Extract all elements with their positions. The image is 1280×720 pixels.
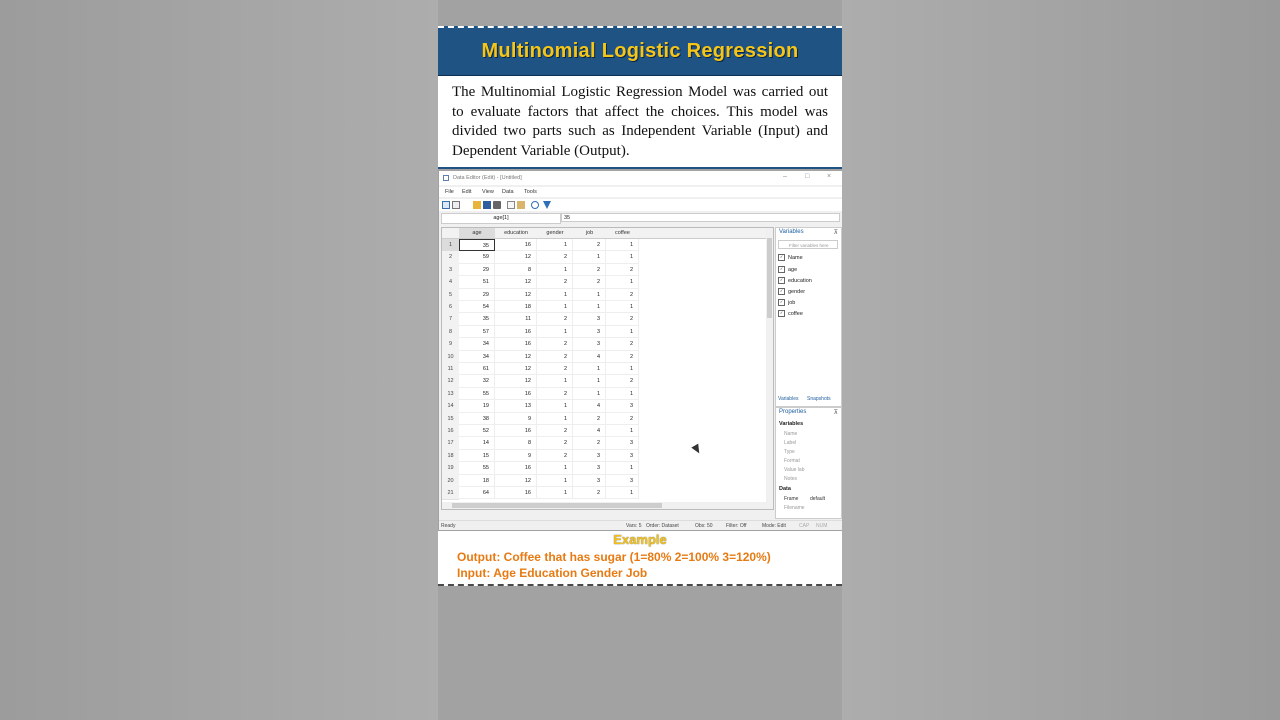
- table-cell[interactable]: 3: [606, 475, 639, 487]
- table-cell[interactable]: 64: [459, 487, 495, 499]
- variable-label: job: [788, 300, 796, 306]
- status-obs: Obs: 50: [695, 523, 713, 529]
- table-cell[interactable]: 1: [573, 388, 606, 400]
- table-cell[interactable]: 4: [573, 351, 606, 363]
- browse-icon[interactable]: [452, 201, 460, 209]
- search-icon[interactable]: [531, 201, 539, 209]
- row-number[interactable]: 2: [442, 251, 459, 264]
- table-cell[interactable]: 52: [459, 425, 495, 437]
- column-header-education[interactable]: education: [495, 228, 537, 239]
- name-header[interactable]: [778, 253, 839, 263]
- menu-file[interactable]: File: [445, 189, 454, 195]
- row-number[interactable]: 19: [442, 462, 459, 475]
- table-cell[interactable]: 12: [495, 289, 537, 301]
- table-cell[interactable]: 57: [459, 326, 495, 338]
- example-heading: Example: [613, 532, 667, 547]
- row-number[interactable]: 14: [442, 400, 459, 413]
- vertical-scrollbar[interactable]: [766, 228, 773, 509]
- property-frame-value: default: [810, 496, 826, 502]
- row-number[interactable]: 1: [442, 239, 459, 252]
- table-cell[interactable]: 1: [537, 326, 573, 338]
- table-cell[interactable]: 3: [606, 400, 639, 412]
- table-cell[interactable]: 12: [495, 363, 537, 375]
- menu-bar: [439, 187, 842, 197]
- table-cell[interactable]: 1: [537, 413, 573, 425]
- name-header-label: Name: [788, 255, 803, 261]
- window-title: Data Editor (Edit) - [Untitled]: [453, 175, 522, 181]
- row-number[interactable]: 16: [442, 425, 459, 438]
- row-number[interactable]: 15: [442, 413, 459, 426]
- table-cell[interactable]: 1: [606, 326, 639, 338]
- column-header-job[interactable]: job: [573, 228, 606, 239]
- checkbox-icon[interactable]: ✓: [779, 299, 784, 305]
- table-cell[interactable]: 2: [606, 375, 639, 387]
- menu-edit[interactable]: Edit: [462, 189, 472, 195]
- cell-value-field[interactable]: 35: [561, 213, 840, 222]
- table-cell[interactable]: 18: [459, 475, 495, 487]
- row-number[interactable]: 4: [442, 276, 459, 289]
- table-cell[interactable]: 2: [537, 450, 573, 462]
- data-editor-icon[interactable]: [442, 201, 450, 209]
- column-header-coffee[interactable]: coffee: [606, 228, 639, 239]
- table-cell[interactable]: 2: [573, 487, 606, 499]
- table-cell[interactable]: 2: [573, 239, 606, 251]
- variable-label: coffee: [788, 311, 803, 317]
- table-cell[interactable]: 1: [606, 239, 639, 251]
- cell-name-box[interactable]: age[1]: [441, 213, 561, 224]
- window-titlebar: [439, 171, 842, 185]
- description-text: The Multinomial Logistic Regression Model was carried out to evaluate factors that affect the choices. This model was divided two parts such as Independent Variable (Input) and Dependent Variable (Output).: [438, 76, 842, 169]
- table-cell[interactable]: 32: [459, 375, 495, 387]
- variable-label: age: [788, 267, 798, 273]
- table-cell[interactable]: 3: [573, 338, 606, 350]
- table-cell[interactable]: 9: [495, 413, 537, 425]
- table-cell[interactable]: 55: [459, 388, 495, 400]
- status-caps: CAP: [799, 523, 810, 529]
- table-cell[interactable]: 16: [495, 338, 537, 350]
- header-banner: [438, 26, 842, 76]
- row-number[interactable]: 10: [442, 351, 459, 364]
- table-cell[interactable]: 16: [495, 326, 537, 338]
- table-cell[interactable]: 1: [537, 239, 573, 251]
- table-cell[interactable]: 2: [606, 351, 639, 363]
- checkbox-icon[interactable]: ✓: [779, 310, 784, 316]
- page-title: Multinomial Logistic Regression: [481, 40, 799, 62]
- table-cell[interactable]: 54: [459, 301, 495, 313]
- table-cell[interactable]: 16: [495, 425, 537, 437]
- status-filter: Filter: Off: [726, 523, 747, 529]
- row-number[interactable]: 5: [442, 289, 459, 302]
- property-format: Format: [784, 458, 800, 464]
- table-cell[interactable]: 8: [495, 437, 537, 449]
- grid-corner[interactable]: [442, 228, 459, 239]
- table-cell[interactable]: 1: [537, 462, 573, 474]
- property-value-label: Value lab: [784, 467, 805, 473]
- toolbar: [439, 199, 842, 211]
- app-icon: [443, 175, 449, 181]
- table-cell[interactable]: 2: [606, 289, 639, 301]
- table-cell[interactable]: 35: [459, 239, 495, 251]
- filter-icon[interactable]: [543, 201, 551, 209]
- data-editor-window: [439, 171, 842, 530]
- row-number[interactable]: 11: [442, 363, 459, 376]
- table-cell[interactable]: 2: [537, 437, 573, 449]
- property-notes: Notes: [784, 476, 798, 482]
- open-folder-icon[interactable]: [473, 201, 481, 209]
- example-output: Output: Coffee that has sugar (1=80% 2=100% 3=120%): [457, 550, 771, 564]
- table-cell[interactable]: 1: [606, 388, 639, 400]
- property-filename: Filename: [784, 505, 805, 511]
- table-cell[interactable]: 2: [573, 276, 606, 288]
- variables-tabs: [775, 395, 840, 405]
- table-cell[interactable]: 1: [606, 363, 639, 375]
- vertical-scroll-thumb[interactable]: [767, 238, 772, 318]
- data-grid[interactable]: [441, 227, 774, 510]
- table-cell[interactable]: 2: [537, 425, 573, 437]
- table-cell[interactable]: 35: [459, 313, 495, 325]
- table-cell[interactable]: 1: [537, 375, 573, 387]
- table-cell[interactable]: 2: [606, 264, 639, 276]
- table-cell[interactable]: 15: [459, 450, 495, 462]
- column-header-gender[interactable]: gender: [537, 228, 573, 239]
- checkbox-icon[interactable]: ✓: [779, 277, 784, 283]
- table-cell[interactable]: 11: [495, 313, 537, 325]
- variable-item-gender[interactable]: [778, 287, 839, 297]
- table-cell[interactable]: 16: [495, 239, 537, 251]
- table-cell[interactable]: 61: [459, 363, 495, 375]
- variable-label: education: [788, 278, 812, 284]
- row-number[interactable]: 18: [442, 450, 459, 463]
- status-order: Order: Dataset: [646, 523, 679, 529]
- table-cell[interactable]: 3: [573, 313, 606, 325]
- table-cell[interactable]: 16: [495, 487, 537, 499]
- paste-icon[interactable]: [517, 201, 525, 209]
- table-cell[interactable]: 1: [573, 251, 606, 263]
- properties-group-variables[interactable]: Variables: [779, 421, 804, 427]
- row-number[interactable]: 20: [442, 475, 459, 488]
- table-cell[interactable]: 2: [573, 264, 606, 276]
- table-cell[interactable]: 2: [537, 276, 573, 288]
- table-cell[interactable]: 14: [459, 437, 495, 449]
- table-cell[interactable]: 51: [459, 276, 495, 288]
- table-cell[interactable]: 29: [459, 264, 495, 276]
- left-background: [0, 0, 438, 720]
- copy-icon[interactable]: [507, 201, 515, 209]
- close-icon[interactable]: ×: [827, 173, 832, 180]
- table-cell[interactable]: 2: [537, 313, 573, 325]
- table-cell[interactable]: 3: [573, 450, 606, 462]
- status-vars: Vars: 5: [626, 523, 642, 529]
- table-cell[interactable]: 13: [495, 400, 537, 412]
- table-cell[interactable]: 12: [495, 251, 537, 263]
- table-cell[interactable]: 1: [606, 276, 639, 288]
- property-label: Label: [784, 440, 797, 446]
- table-cell[interactable]: 3: [606, 450, 639, 462]
- table-cell[interactable]: 2: [537, 338, 573, 350]
- table-cell[interactable]: 12: [495, 351, 537, 363]
- row-number[interactable]: 8: [442, 326, 459, 339]
- maximize-icon[interactable]: □: [805, 173, 810, 180]
- table-cell[interactable]: 1: [606, 425, 639, 437]
- properties-panel: [775, 407, 842, 519]
- checkbox-icon[interactable]: ✓: [779, 266, 784, 272]
- checkbox-icon[interactable]: ✓: [779, 254, 784, 260]
- variables-panel-title: Variables: [779, 229, 804, 235]
- table-cell[interactable]: 3: [606, 437, 639, 449]
- table-cell[interactable]: 19: [459, 400, 495, 412]
- table-cell[interactable]: 12: [495, 475, 537, 487]
- row-number[interactable]: 7: [442, 313, 459, 326]
- tab-variables[interactable]: Variables: [778, 396, 799, 402]
- status-bar: [439, 520, 842, 530]
- row-number[interactable]: 17: [442, 437, 459, 450]
- column-header-age[interactable]: age: [459, 228, 495, 239]
- print-icon[interactable]: [493, 201, 501, 209]
- table-cell[interactable]: 1: [606, 487, 639, 499]
- row-number[interactable]: 13: [442, 388, 459, 401]
- table-cell[interactable]: 2: [537, 351, 573, 363]
- table-cell[interactable]: 1: [606, 251, 639, 263]
- table-cell[interactable]: 9: [495, 450, 537, 462]
- save-icon[interactable]: [483, 201, 491, 209]
- minimize-icon[interactable]: –: [783, 173, 787, 180]
- pin-icon[interactable]: ⊼: [833, 410, 838, 416]
- table-cell[interactable]: 2: [606, 338, 639, 350]
- command-bar: [439, 213, 842, 224]
- table-cell[interactable]: 1: [573, 375, 606, 387]
- table-cell[interactable]: 2: [573, 437, 606, 449]
- table-cell[interactable]: 2: [573, 413, 606, 425]
- variable-label: gender: [788, 289, 806, 295]
- row-number[interactable]: 12: [442, 375, 459, 388]
- property-name: Name: [784, 431, 798, 437]
- table-cell[interactable]: 1: [537, 487, 573, 499]
- table-cell[interactable]: 3: [573, 462, 606, 474]
- table-cell[interactable]: 1: [573, 301, 606, 313]
- status-mode: Mode: Edit: [762, 523, 786, 529]
- table-cell[interactable]: 18: [495, 301, 537, 313]
- property-frame: Frame: [784, 496, 799, 502]
- table-cell[interactable]: 1: [537, 289, 573, 301]
- table-cell[interactable]: 2: [606, 413, 639, 425]
- table-cell[interactable]: 2: [537, 363, 573, 375]
- properties-panel-title: Properties: [779, 409, 807, 415]
- checkbox-icon[interactable]: ✓: [779, 288, 784, 294]
- properties-group-data[interactable]: Data: [779, 486, 791, 492]
- table-cell[interactable]: 1: [537, 264, 573, 276]
- table-cell[interactable]: 2: [537, 388, 573, 400]
- menu-tools[interactable]: Tools: [524, 189, 537, 195]
- table-cell[interactable]: 1: [573, 289, 606, 301]
- table-cell[interactable]: 3: [573, 475, 606, 487]
- table-cell[interactable]: 34: [459, 351, 495, 363]
- variables-panel: [775, 227, 842, 407]
- menu-view[interactable]: View: [482, 189, 494, 195]
- table-cell[interactable]: 1: [573, 363, 606, 375]
- table-cell[interactable]: 3: [573, 326, 606, 338]
- variable-item-age[interactable]: [778, 265, 839, 275]
- table-cell[interactable]: 29: [459, 289, 495, 301]
- menu-data[interactable]: Data: [502, 189, 514, 195]
- table-cell[interactable]: 1: [537, 400, 573, 412]
- row-number[interactable]: 3: [442, 264, 459, 277]
- table-cell[interactable]: 1: [537, 301, 573, 313]
- filter-variables-input[interactable]: Filter variables here: [778, 240, 838, 249]
- table-cell[interactable]: 4: [573, 425, 606, 437]
- row-number[interactable]: 9: [442, 338, 459, 351]
- example-input: Input: Age Education Gender Job: [457, 566, 648, 580]
- property-type: Type: [784, 449, 795, 455]
- table-cell[interactable]: 4: [573, 400, 606, 412]
- row-number[interactable]: 6: [442, 301, 459, 314]
- tab-snapshots[interactable]: Snapshots: [807, 396, 831, 402]
- table-cell[interactable]: 12: [495, 276, 537, 288]
- table-cell[interactable]: 16: [495, 462, 537, 474]
- table-cell[interactable]: 1: [537, 475, 573, 487]
- pin-icon[interactable]: ⊼: [833, 230, 838, 236]
- table-cell[interactable]: 2: [537, 251, 573, 263]
- table-cell[interactable]: 34: [459, 338, 495, 350]
- example-box: [438, 531, 842, 586]
- horizontal-scroll-thumb[interactable]: [452, 503, 662, 508]
- table-cell[interactable]: 12: [495, 375, 537, 387]
- table-cell[interactable]: 2: [606, 313, 639, 325]
- horizontal-scrollbar[interactable]: [442, 502, 766, 509]
- table-cell[interactable]: 55: [459, 462, 495, 474]
- table-cell[interactable]: 1: [606, 301, 639, 313]
- status-num: NUM: [816, 523, 828, 529]
- table-cell[interactable]: 1: [606, 462, 639, 474]
- status-ready: Ready: [441, 523, 456, 529]
- table-cell[interactable]: 59: [459, 251, 495, 263]
- table-cell[interactable]: 8: [495, 264, 537, 276]
- variable-item-job[interactable]: [778, 298, 839, 308]
- table-cell[interactable]: 16: [495, 388, 537, 400]
- table-cell[interactable]: 38: [459, 413, 495, 425]
- row-number[interactable]: 21: [442, 487, 459, 500]
- right-background: [842, 0, 1280, 720]
- variable-item-education[interactable]: [778, 276, 839, 286]
- column-header-empty: [639, 228, 766, 239]
- variable-item-coffee[interactable]: [778, 309, 839, 319]
